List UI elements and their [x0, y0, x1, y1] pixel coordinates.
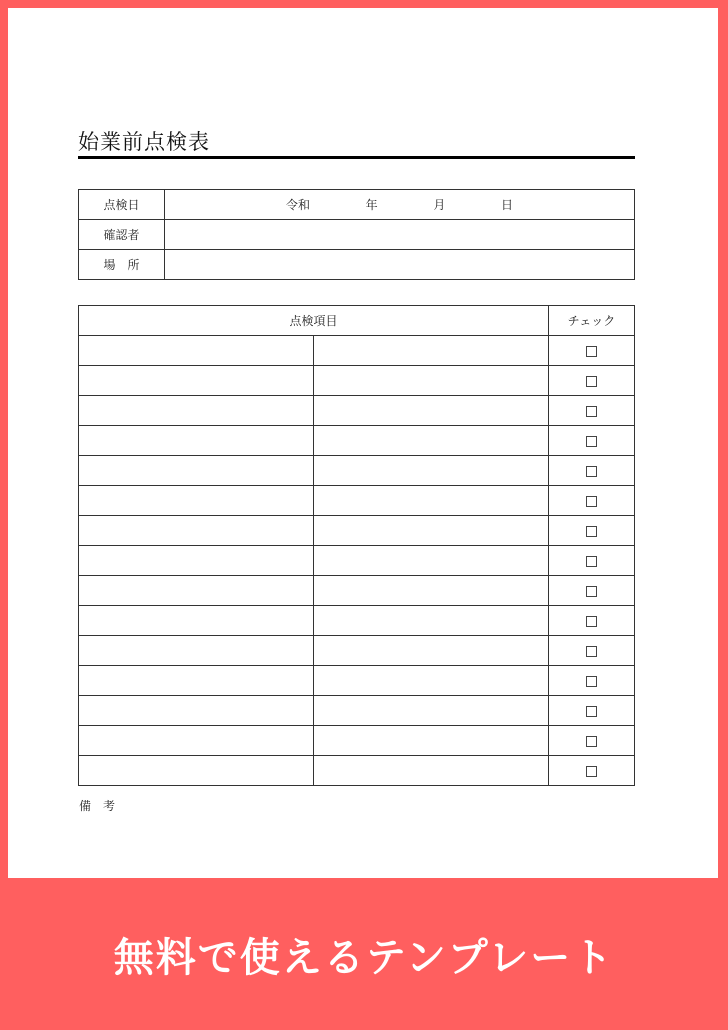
row-category-cell[interactable]: [79, 726, 314, 756]
checklist-header-row: [79, 306, 635, 336]
row-check-cell: [549, 366, 635, 396]
header-check: チェック: [549, 306, 635, 336]
row-category-cell[interactable]: [79, 426, 314, 456]
info-row-date: [79, 190, 635, 220]
row-check-cell: [549, 336, 635, 366]
table-row: [79, 726, 635, 756]
year-unit: 年: [365, 198, 378, 212]
row-item-cell[interactable]: [314, 546, 549, 576]
checkbox[interactable]: [586, 526, 597, 537]
row-category-cell[interactable]: [79, 396, 314, 426]
row-check-cell: [549, 666, 635, 696]
info-row-place: [79, 250, 635, 280]
info-row-confirmer: [79, 220, 635, 250]
row-check-cell: [549, 696, 635, 726]
checkbox[interactable]: [586, 676, 597, 687]
row-category-cell[interactable]: [79, 576, 314, 606]
header-item: 点検項目: [79, 306, 549, 336]
row-check-cell: [549, 426, 635, 456]
row-item-cell[interactable]: [314, 426, 549, 456]
checkbox[interactable]: [586, 406, 597, 417]
day-unit: 日: [501, 198, 514, 212]
checkbox[interactable]: [586, 436, 597, 447]
checkbox[interactable]: [586, 646, 597, 657]
table-row: [79, 546, 635, 576]
row-item-cell[interactable]: [314, 336, 549, 366]
checklist-table: [78, 305, 635, 786]
row-item-cell[interactable]: [314, 456, 549, 486]
row-category-cell[interactable]: [79, 516, 314, 546]
table-row: [79, 396, 635, 426]
row-category-cell[interactable]: [79, 666, 314, 696]
row-check-cell: [549, 546, 635, 576]
row-check-cell: [549, 726, 635, 756]
document-title: 始業前点検表: [78, 128, 635, 159]
checkbox[interactable]: [586, 346, 597, 357]
table-row: [79, 756, 635, 786]
checkbox[interactable]: [586, 556, 597, 567]
place-field[interactable]: [165, 250, 635, 280]
row-item-cell[interactable]: [314, 726, 549, 756]
row-category-cell[interactable]: [79, 366, 314, 396]
era-label: 令和: [285, 198, 310, 212]
table-row: [79, 666, 635, 696]
row-category-cell[interactable]: [79, 486, 314, 516]
row-check-cell: [549, 516, 635, 546]
row-category-cell[interactable]: [79, 636, 314, 666]
table-row: [79, 486, 635, 516]
row-item-cell[interactable]: [314, 636, 549, 666]
row-item-cell[interactable]: [314, 366, 549, 396]
table-row: [79, 456, 635, 486]
remarks-label: 備 考: [79, 799, 116, 813]
row-item-cell[interactable]: [314, 666, 549, 696]
row-item-cell[interactable]: [314, 486, 549, 516]
row-check-cell: [549, 636, 635, 666]
row-item-cell[interactable]: [314, 576, 549, 606]
confirmer-field[interactable]: [165, 220, 635, 250]
promo-banner: 無料で使えるテンプレート: [113, 934, 615, 981]
row-check-cell: [549, 456, 635, 486]
table-row: [79, 606, 635, 636]
checkbox[interactable]: [586, 616, 597, 627]
checkbox[interactable]: [586, 736, 597, 747]
row-category-cell[interactable]: [79, 336, 314, 366]
table-row: [79, 696, 635, 726]
row-check-cell: [549, 756, 635, 786]
table-row: [79, 426, 635, 456]
checkbox[interactable]: [586, 496, 597, 507]
row-check-cell: [549, 486, 635, 516]
table-row: [79, 576, 635, 606]
row-check-cell: [549, 396, 635, 426]
checkbox[interactable]: [586, 466, 597, 477]
checkbox[interactable]: [586, 706, 597, 717]
row-category-cell[interactable]: [79, 546, 314, 576]
row-category-cell[interactable]: [79, 756, 314, 786]
row-category-cell[interactable]: [79, 456, 314, 486]
info-table: [78, 189, 635, 280]
date-label: 点検日: [79, 190, 165, 220]
row-item-cell[interactable]: [314, 516, 549, 546]
checkbox[interactable]: [586, 376, 597, 387]
date-value-field[interactable]: [165, 190, 635, 220]
table-row: [79, 366, 635, 396]
place-label: 場 所: [79, 250, 165, 280]
row-item-cell[interactable]: [314, 606, 549, 636]
table-row: [79, 636, 635, 666]
row-check-cell: [549, 606, 635, 636]
month-unit: 月: [433, 198, 446, 212]
row-category-cell[interactable]: [79, 606, 314, 636]
row-item-cell[interactable]: [314, 396, 549, 426]
row-item-cell[interactable]: [314, 696, 549, 726]
row-check-cell: [549, 576, 635, 606]
row-item-cell[interactable]: [314, 756, 549, 786]
confirmer-label: 確認者: [79, 220, 165, 250]
table-row: [79, 516, 635, 546]
checkbox[interactable]: [586, 586, 597, 597]
checkbox[interactable]: [586, 766, 597, 777]
row-category-cell[interactable]: [79, 696, 314, 726]
table-row: [79, 336, 635, 366]
